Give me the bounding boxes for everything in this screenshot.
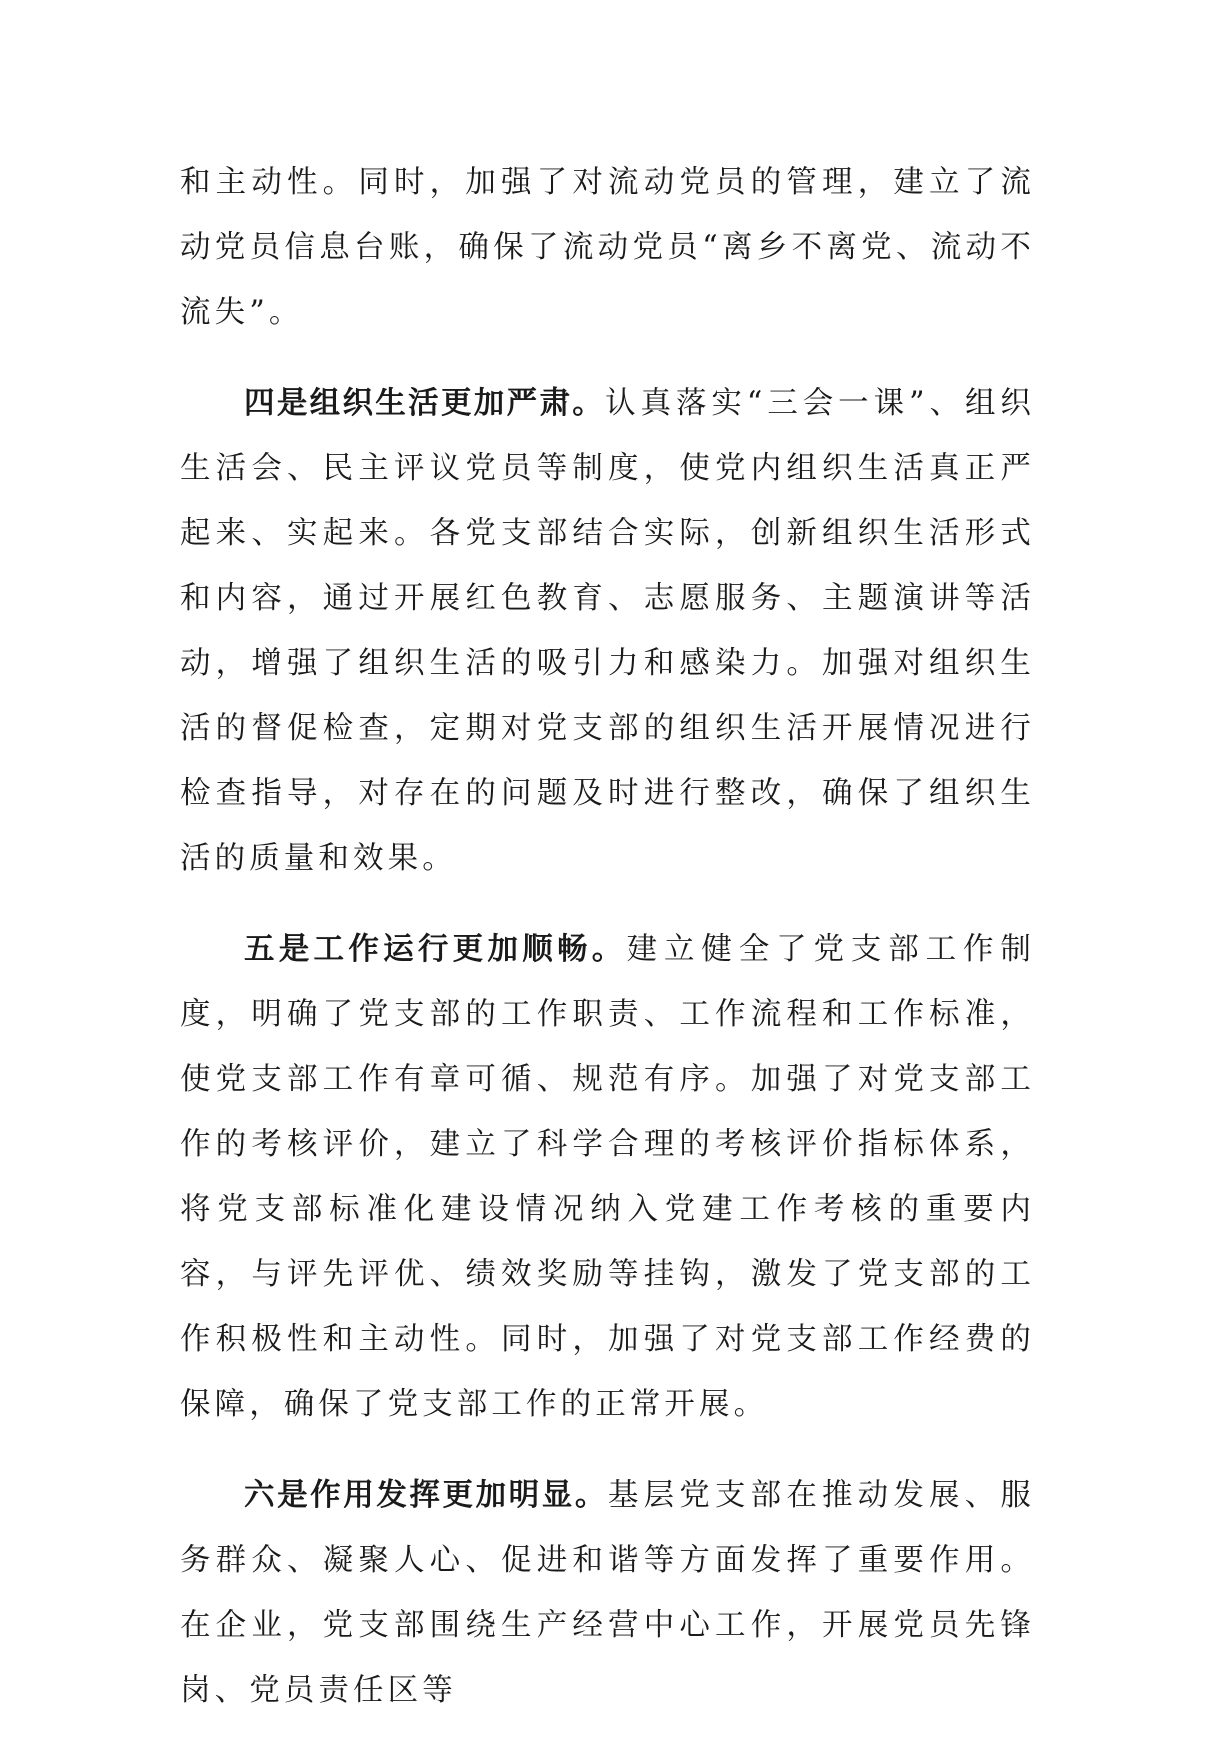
- paragraph-text: 基层党支部在推动发展、服务群众、凝聚人心、促进和谐等方面发挥了重要作用。在企业，党支部围绕生产经营中心工作，开展党员先锋岗、党员责任区等: [180, 1478, 1036, 1708]
- paragraph-heading: 四是组织生活更加严肃。: [244, 386, 606, 421]
- paragraph-role: [180, 1463, 1035, 1723]
- paragraph-work-operation: [180, 917, 1035, 1437]
- document-body: [180, 150, 1035, 1749]
- paragraph-heading: 五是工作运行更加顺畅。: [244, 932, 627, 967]
- paragraph-text: 和主动性。同时，加强了对流动党员的管理，建立了流动党员信息台账，确保了流动党员“离乡不离党、流动不流失”。: [180, 165, 1035, 330]
- paragraph-continuation: [180, 150, 1035, 345]
- paragraph-organization-life: [180, 371, 1035, 891]
- paragraph-heading: 六是作用发挥更加明显。: [244, 1478, 608, 1513]
- paragraph-text: 建立健全了党支部工作制度，明确了党支部的工作职责、工作流程和工作标准，使党支部工作有章可循、规范有序。加强了对党支部工作的考核评价，建立了科学合理的考核评价指标体系，将党支部标准化建设情况纳入党建工作考核的重要内容，与评先评优、绩效奖励等挂钩，激发了党支部的工作积极性和主动性。同时，加强了对党支部工作经费的保障，确保了党支部工作的正常开展。: [180, 932, 1035, 1422]
- paragraph-text: 认真落实“三会一课”、组织生活会、民主评议党员等制度，使党内组织生活真正严起来、实起来。各党支部结合实际，创新组织生活形式和内容，通过开展红色教育、志愿服务、主题演讲等活动，增强了组织生活的吸引力和感染力。加强对组织生活的督促检查，定期对党支部的组织生活开展情况进行检查指导，对存在的问题及时进行整改，确保了组织生活的质量和效果。: [180, 386, 1035, 876]
